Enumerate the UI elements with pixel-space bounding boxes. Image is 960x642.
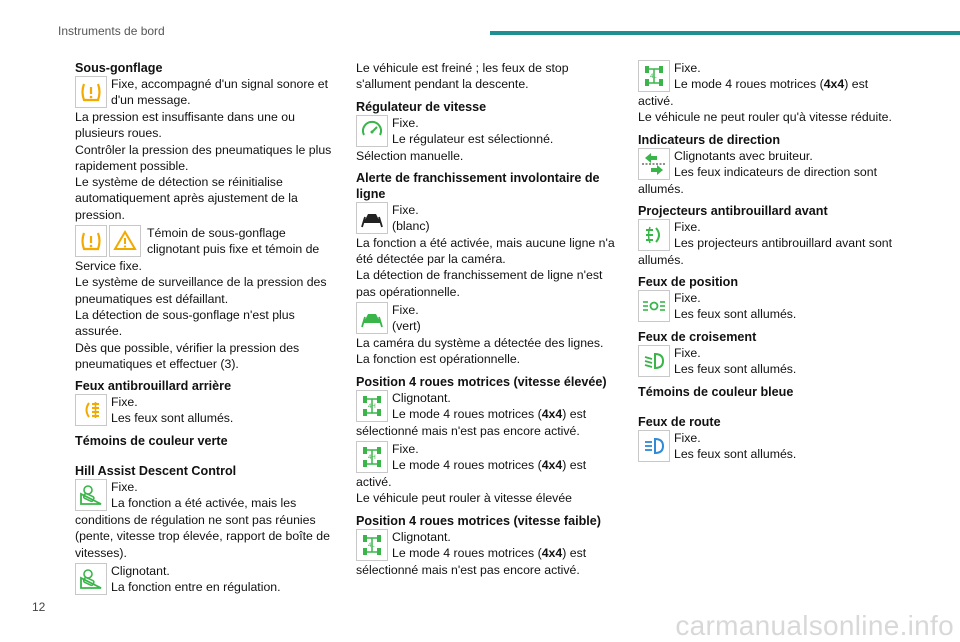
front-fog-light-icon (638, 219, 670, 251)
heading-alerte-franchissement (356, 170, 618, 202)
text-line: automatiquement après ajustement de la (75, 191, 298, 206)
text-line: Fixe. (111, 395, 138, 410)
svg-text:4L: 4L (368, 542, 375, 549)
text-span: ) est (562, 545, 587, 560)
four-wheel-drive-high-icon (356, 390, 388, 422)
high-beam-icon (638, 430, 670, 462)
page-header-title: Instruments de bord (58, 24, 165, 38)
text-line: Fixe. (674, 291, 701, 306)
text-line: clignotant puis fixe et témoin de (147, 242, 320, 257)
text-line: pas opérationnelle. (356, 284, 460, 299)
entry-feux-route (638, 430, 900, 463)
entry-projecteurs-antibrouillard-avant (638, 219, 900, 268)
text-bold: 4x4 (541, 406, 563, 421)
heading-indicateurs-direction: Indicateurs de direction (638, 132, 781, 147)
text-line (356, 454, 618, 473)
text-line: Les feux sont allumés. (674, 447, 797, 462)
page-header-bar (490, 31, 960, 35)
text-line: pneumatiques et effectuer (3). (75, 356, 239, 371)
text-line: Fixe. (674, 431, 701, 446)
heading-projecteurs-antibrouillard-avant: Projecteurs antibrouillard avant (638, 203, 828, 218)
text-line: ligne (356, 186, 386, 201)
svg-text:4L: 4L (650, 74, 657, 80)
text-line (638, 76, 900, 92)
text-span: ) est (562, 458, 587, 473)
four-wheel-drive-low-icon (356, 529, 388, 561)
text-line: Le régulateur est sélectionné. (392, 131, 554, 146)
text-line: Dès que possible, vérifier la pression des (75, 340, 300, 355)
entry-4wd-high-fixe (356, 441, 618, 507)
heading-4wd-low: Position 4 roues motrices (vitesse faible) (356, 513, 601, 528)
hill-descent-green-icon (75, 479, 107, 511)
text-line: plusieurs roues. (75, 126, 162, 141)
text-line: Le système de surveillance de la pression des (75, 275, 327, 290)
icon-pair (75, 225, 143, 257)
text-span: ) est (562, 406, 587, 421)
text-line: Le système de détection se réinitialise (75, 175, 283, 190)
text-line: Clignotant. (392, 529, 451, 544)
entry-feux-croisement (638, 345, 900, 378)
entry-regulateur (356, 115, 618, 164)
text-line: Fixe. (392, 441, 419, 456)
text-line: d'un message. (111, 93, 191, 108)
service-warning-icon (109, 225, 141, 257)
text-line: sélectionné mais n'est pas encore activé. (356, 423, 580, 438)
heading-feux-antibrouillard-arriere: Feux antibrouillard arrière (75, 379, 232, 394)
text-bold: 4x4 (541, 545, 563, 560)
heading-feux-croisement: Feux de croisement (638, 330, 757, 345)
text-line (356, 403, 618, 422)
entry-indicateurs-direction (638, 148, 900, 197)
text-line: Les feux sont allumés. (111, 411, 234, 426)
column-2 (356, 60, 618, 580)
text-line: La fonction entre en régulation. (111, 580, 281, 595)
cruise-control-green-icon (356, 115, 388, 147)
rear-fog-light-icon (75, 394, 107, 426)
entry-hill-assist-fixe (75, 479, 337, 561)
text-span: Le mode 4 roues motrices ( (674, 77, 824, 92)
text-line: Fixe. (392, 115, 419, 130)
text-line: Alerte de franchissement involontaire de (356, 170, 600, 185)
heading-regulateur: Régulateur de vitesse (356, 99, 487, 114)
svg-text:4H: 4H (368, 403, 376, 410)
text-line: été détectée par la caméra. (356, 252, 506, 267)
text-line: La pression est insuffisante dans une ou (75, 110, 295, 124)
text-line: Fixe. (392, 303, 419, 318)
entry-feux-position (638, 290, 900, 323)
turn-signal-arrows-icon (638, 148, 670, 180)
text-line: pneumatiques est défaillant. (75, 291, 229, 306)
column-3 (638, 60, 900, 465)
text-line: La détection de franchissement de ligne n'est (356, 268, 603, 283)
text-line: s'allument pendant la descente. (356, 77, 529, 92)
text-line: La fonction a été activée, mais aucune ligne n'a (356, 235, 615, 250)
heading-temoins-verte: Témoins de couleur verte (75, 434, 228, 449)
text-line: Fixe. (674, 219, 701, 234)
entry-hill-assist-clignotant (75, 563, 337, 596)
text-line: La fonction a été activée, mais les (111, 496, 297, 511)
text-line: vitesses). (75, 545, 127, 560)
text-line: Le véhicule peut rouler à vitesse élevée (356, 491, 573, 506)
entry-afil-vert (356, 302, 618, 368)
entry-4wd-high-clignotant (356, 390, 618, 439)
text-span: Le mode 4 roues motrices ( (392, 545, 542, 560)
four-wheel-drive-high-icon (356, 441, 388, 473)
text-line: Témoin de sous-gonflage (147, 226, 286, 241)
text-line (356, 542, 618, 561)
text-line: activé. (356, 474, 392, 489)
heading-hill-assist: Hill Assist Descent Control (75, 464, 237, 479)
text-line: Les feux sont allumés. (674, 362, 797, 377)
text-line: Clignotant. (392, 390, 451, 405)
low-beam-icon (638, 345, 670, 377)
text-line: La détection de sous-gonflage n'est plus (75, 307, 295, 322)
heading-feux-position: Feux de position (638, 275, 739, 290)
page-number: 12 (32, 600, 46, 614)
text-line: Les feux sont allumés. (674, 307, 797, 322)
tire-pressure-amber-icon (75, 76, 107, 108)
heading-sous-gonflage: Sous-gonflage (75, 61, 163, 75)
text-line: Fixe. (674, 346, 701, 361)
text-bold: 4x4 (823, 77, 845, 92)
text-line: Le véhicule est freiné ; les feux de stop (356, 61, 569, 75)
text-line: conditions de régulation ne sont pas réunies (75, 513, 316, 528)
text-line: rapidement possible. (75, 158, 189, 173)
text-line: Clignotants avec bruiteur. (674, 148, 813, 163)
text-line: (vert) (392, 319, 421, 334)
text-line: La caméra du système a détectée des lignes. (356, 336, 604, 351)
text-line: (blanc) (392, 219, 430, 234)
text-line: allumés. (638, 252, 684, 267)
lane-departure-white-icon (356, 202, 388, 234)
text-line: Fixe. (392, 202, 419, 217)
svg-text:4H: 4H (368, 454, 376, 461)
text-line: Fixe. (111, 480, 138, 495)
text-line: (pente, vitesse trop élevée, rapport de boîte de (75, 529, 330, 544)
text-line: Les projecteurs antibrouillard avant sont (674, 236, 893, 251)
text-line: Sélection manuelle. (356, 148, 464, 163)
entry-feux-antibrouillard-arriere (75, 394, 337, 427)
text-span: Le mode 4 roues motrices ( (392, 406, 542, 421)
text-line: Fixe. (674, 61, 701, 75)
text-line: La fonction est opérationnelle. (356, 352, 521, 367)
text-line: Fixe, accompagné d'un signal sonore et (111, 77, 328, 91)
text-line: assurée. (75, 324, 123, 339)
text-line: Contrôler la pression des pneumatiques le plus (75, 142, 332, 157)
entry-sous-gonflage-fixe (75, 76, 337, 223)
hill-descent-green-icon (75, 563, 107, 595)
text-bold: 4x4 (541, 458, 563, 473)
column-1 (75, 60, 337, 598)
text-span: Le mode 4 roues motrices ( (392, 458, 542, 473)
text-line: Le véhicule ne peut rouler qu'à vitesse réduite. (638, 110, 892, 125)
four-wheel-drive-low-icon (638, 60, 670, 92)
heading-4wd-high: Position 4 roues motrices (vitesse élevée) (356, 374, 607, 389)
text-line: sélectionné mais n'est pas encore activé. (356, 562, 580, 577)
position-lights-icon (638, 290, 670, 322)
intro-paragraph (356, 60, 618, 93)
text-line: allumés. (638, 181, 684, 196)
entry-afil-blanc (356, 202, 618, 300)
watermark: carmanualsonline.info (675, 610, 954, 641)
heading-temoins-bleue: Témoins de couleur bleue (638, 385, 794, 400)
lane-departure-green-icon (356, 302, 388, 334)
entry-4wd-low-fixe (638, 60, 900, 126)
text-line: activé. (638, 94, 674, 108)
text-line: Les feux indicateurs de direction sont (674, 164, 878, 179)
text-line: pression. (75, 207, 125, 222)
tire-pressure-amber-icon (75, 225, 107, 257)
entry-sous-gonflage-clignotant (75, 225, 337, 372)
text-line: Service fixe. (75, 259, 142, 274)
text-line: Clignotant. (111, 564, 170, 579)
entry-4wd-low-clignotant (356, 529, 618, 578)
heading-feux-route: Feux de route (638, 415, 721, 430)
text-span: ) est (844, 77, 869, 92)
